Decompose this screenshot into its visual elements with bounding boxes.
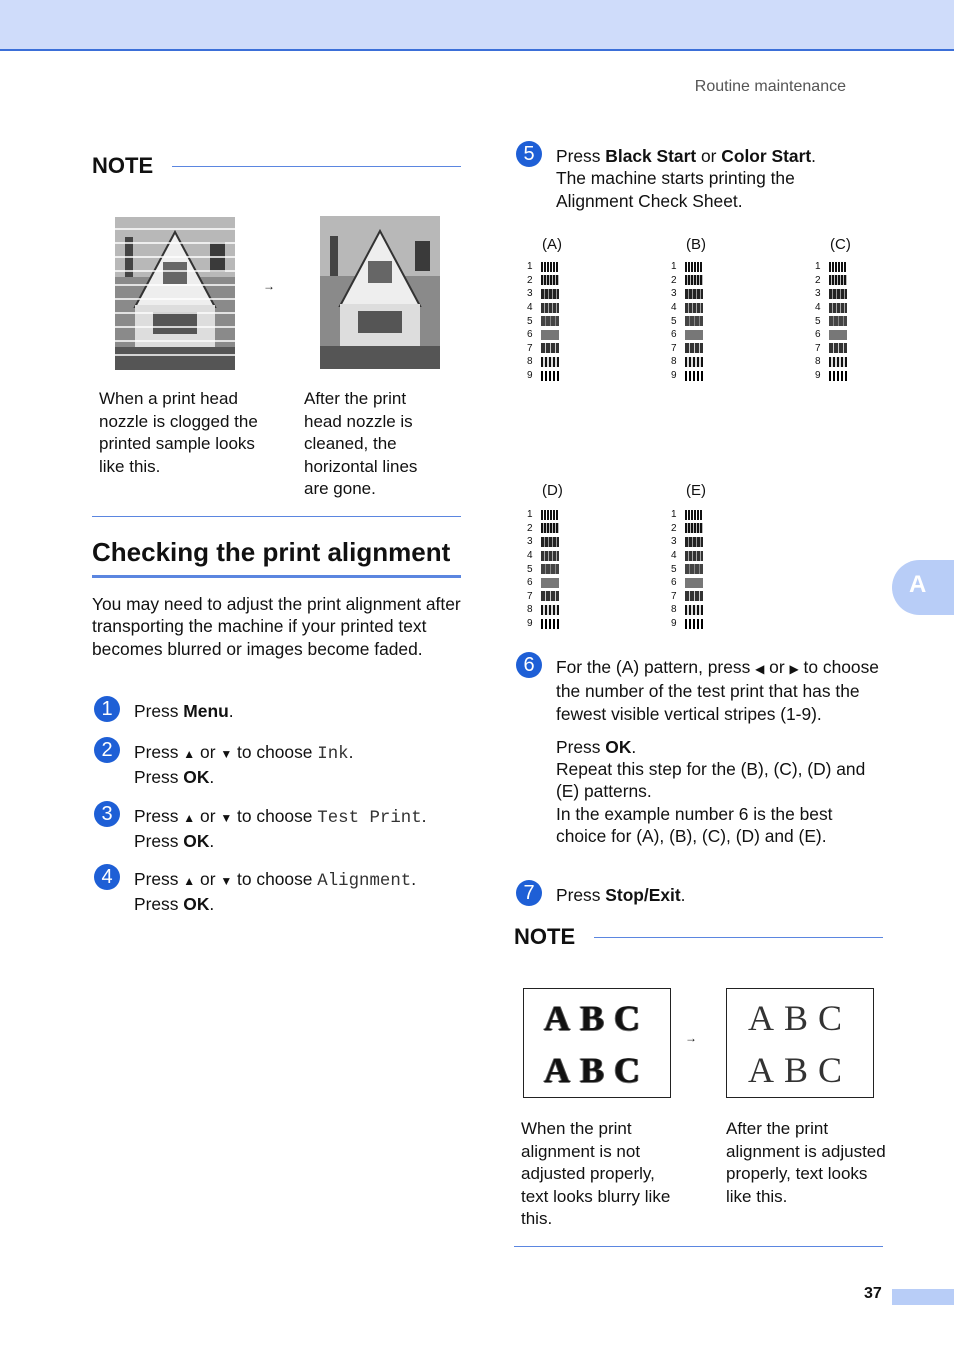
clogged-sample-image [115, 217, 235, 370]
pattern-row [815, 328, 847, 342]
pattern-row [527, 522, 559, 536]
pattern-stripe [685, 564, 703, 574]
step-4-text: Press ▲ or ▼ to choose Alignment. Press OK. [134, 869, 417, 915]
pattern-stripe [541, 510, 559, 520]
pattern-row-number: 6 [671, 329, 677, 341]
pattern-stripe [541, 523, 559, 533]
pattern-label: (A) [542, 236, 562, 253]
alignment-pattern-b [671, 260, 703, 382]
pattern-stripe [685, 275, 703, 285]
pattern-row [527, 369, 559, 383]
pattern-row-number: 2 [527, 274, 533, 286]
pattern-row [671, 549, 703, 563]
pattern-row [671, 576, 703, 590]
alignment-pattern-e [671, 508, 703, 630]
pattern-row [671, 260, 703, 274]
pattern-row-number: 5 [815, 315, 821, 327]
pattern-row-number: 2 [671, 274, 677, 286]
up-arrow-icon: ▲ [183, 811, 196, 825]
pattern-stripe [829, 343, 847, 353]
pattern-row-number: 8 [527, 604, 533, 616]
pattern-stripe [685, 371, 703, 381]
pattern-row [671, 590, 703, 604]
pattern-stripe [541, 262, 559, 272]
pattern-row [815, 314, 847, 328]
pattern-row [671, 369, 703, 383]
pattern-stripe [829, 262, 847, 272]
pattern-row [671, 301, 703, 315]
step-number: 2 [94, 737, 120, 763]
pattern-row [815, 301, 847, 315]
pattern-label: (E) [686, 482, 706, 499]
step-7-text: Press Stop/Exit. [556, 885, 686, 905]
pattern-row [527, 590, 559, 604]
pattern-row-number: 7 [815, 342, 821, 354]
pattern-row [527, 508, 559, 522]
pattern-stripe [541, 289, 559, 299]
pattern-stripe [541, 591, 559, 601]
pattern-row-number: 5 [671, 563, 677, 575]
up-arrow-icon: ▲ [183, 874, 196, 888]
left-arrow-icon: ◀ [755, 662, 765, 676]
pattern-stripe [541, 551, 559, 561]
pattern-row [527, 562, 559, 576]
pattern-row-number: 2 [527, 522, 533, 534]
pattern-stripe [829, 371, 847, 381]
chapter-tab: A [892, 560, 954, 615]
pattern-stripe [541, 578, 559, 588]
pattern-stripe [541, 537, 559, 547]
pattern-stripe [685, 537, 703, 547]
pattern-row [527, 617, 559, 631]
pattern-row [815, 287, 847, 301]
pattern-row-number: 6 [671, 577, 677, 589]
note-label: NOTE [92, 153, 154, 178]
arrow-icon: → [263, 279, 275, 293]
pattern-stripe [541, 564, 559, 574]
pattern-stripe [685, 510, 703, 520]
clear-text-sample: ABC ABC [726, 988, 874, 1098]
pattern-row [527, 260, 559, 274]
pattern-row-number: 3 [527, 288, 533, 300]
pattern-stripe [685, 591, 703, 601]
pattern-stripe [685, 605, 703, 615]
pattern-stripe [541, 371, 559, 381]
step-1-text: Press Menu. [134, 701, 234, 721]
pattern-stripe [541, 316, 559, 326]
pattern-row [671, 314, 703, 328]
pattern-row [671, 287, 703, 301]
pattern-row-number: 6 [527, 329, 533, 341]
alignment-pattern-d [527, 508, 559, 630]
pattern-row [527, 301, 559, 315]
step-2-text: Press ▲ or ▼ to choose Ink. Press OK. [134, 742, 354, 788]
pattern-row [671, 562, 703, 576]
pattern-row [671, 522, 703, 536]
pattern-row-number: 3 [527, 536, 533, 548]
pattern-row-number: 3 [815, 288, 821, 300]
section-title: Checking the print alignment [92, 537, 451, 567]
pattern-row [527, 603, 559, 617]
pattern-row-number: 1 [671, 509, 677, 521]
step-number: 3 [94, 801, 120, 827]
section-rule [92, 575, 461, 578]
pattern-row [527, 342, 559, 356]
right-arrow-icon: ▶ [789, 662, 799, 676]
step-number: 6 [516, 652, 542, 678]
pattern-row-number: 6 [527, 577, 533, 589]
pattern-row-number: 1 [815, 261, 821, 273]
pattern-row-number: 9 [527, 370, 533, 382]
pattern-stripe [685, 289, 703, 299]
pattern-row-number: 8 [527, 356, 533, 368]
pattern-stripe [685, 330, 703, 340]
pattern-row-number: 8 [815, 356, 821, 368]
page-number-bar [892, 1289, 954, 1305]
pattern-stripe [829, 357, 847, 367]
pattern-row [527, 274, 559, 288]
pattern-row-number: 1 [527, 261, 533, 273]
step-number: 7 [516, 880, 542, 906]
pattern-row-number: 4 [527, 550, 533, 562]
pattern-row [671, 535, 703, 549]
pattern-stripe [685, 523, 703, 533]
pattern-row [527, 576, 559, 590]
step-3-text: Press ▲ or ▼ to choose Test Print. Press OK. [134, 806, 427, 852]
blurry-caption: When the print alignment is not adjusted properly, text looks blurry like this. [521, 1119, 671, 1228]
pattern-row [527, 287, 559, 301]
clean-sample-image [320, 216, 440, 369]
pattern-row [815, 369, 847, 383]
pattern-row-number: 6 [815, 329, 821, 341]
note-rule [172, 166, 461, 167]
pattern-row-number: 9 [671, 370, 677, 382]
pattern-row-number: 4 [815, 302, 821, 314]
pattern-stripe [829, 275, 847, 285]
pattern-label: (B) [686, 236, 706, 253]
step-number: 5 [516, 141, 542, 167]
note-label: NOTE [514, 924, 576, 949]
down-arrow-icon: ▼ [220, 811, 233, 825]
pattern-row-number: 7 [527, 342, 533, 354]
note-end-rule [92, 516, 461, 517]
pattern-row [527, 314, 559, 328]
pattern-stripe [541, 605, 559, 615]
pattern-stripe [685, 316, 703, 326]
pattern-stripe [541, 343, 559, 353]
clear-caption: After the print alignment is adjusted properly, text looks like this. [726, 1119, 886, 1206]
page-number: 37 [864, 1285, 882, 1302]
pattern-row [815, 355, 847, 369]
step-6-text: For the (A) pattern, press ◀ or ▶ to choose the number of the test print that has the fewest visible vertical stripes (1-9). Press OK. Repeat this step for the (B), (C), (D) and (E) patterns. In the example number 6 is the best choice for (A), (B), (C), (D) and (E). [556, 657, 879, 847]
pattern-row-number: 7 [527, 590, 533, 602]
header-band [0, 0, 954, 51]
pattern-stripe [829, 289, 847, 299]
pattern-row-number: 7 [671, 590, 677, 602]
pattern-row [671, 274, 703, 288]
pattern-row [671, 342, 703, 356]
pattern-stripe [685, 262, 703, 272]
pattern-row-number: 4 [671, 550, 677, 562]
pattern-row-number: 8 [671, 356, 677, 368]
note-end-rule [514, 1246, 883, 1247]
pattern-row-number: 4 [527, 302, 533, 314]
pattern-row [527, 355, 559, 369]
pattern-label: (D) [542, 482, 563, 499]
cleaned-caption: After the print head nozzle is cleaned, the horizontal lines are gone. [304, 389, 418, 498]
pattern-stripe [685, 619, 703, 629]
pattern-row [671, 617, 703, 631]
pattern-row-number: 7 [671, 342, 677, 354]
pattern-stripe [829, 316, 847, 326]
pattern-stripe [685, 357, 703, 367]
pattern-row-number: 9 [671, 618, 677, 630]
pattern-row-number: 5 [671, 315, 677, 327]
arrow-icon: → [685, 1031, 697, 1045]
pattern-stripe [541, 619, 559, 629]
pattern-row [671, 508, 703, 522]
pattern-stripe [685, 578, 703, 588]
pattern-row [671, 603, 703, 617]
step-number: 1 [94, 696, 120, 722]
pattern-row-number: 1 [527, 509, 533, 521]
pattern-stripe [685, 343, 703, 353]
pattern-row-number: 4 [671, 302, 677, 314]
pattern-stripe [685, 303, 703, 313]
step-5-text: Press Black Start or Color Start. The machine starts printing the Alignment Check Sheet. [556, 146, 816, 211]
pattern-row-number: 9 [815, 370, 821, 382]
pattern-row [671, 355, 703, 369]
pattern-row-number: 5 [527, 563, 533, 575]
note-rule [594, 937, 883, 938]
pattern-row-number: 2 [671, 522, 677, 534]
pattern-row [815, 260, 847, 274]
step-number: 4 [94, 864, 120, 890]
pattern-row [815, 274, 847, 288]
pattern-row [527, 549, 559, 563]
pattern-row [527, 535, 559, 549]
pattern-row-number: 3 [671, 288, 677, 300]
blurry-text-sample: ABC ABC [523, 988, 671, 1098]
pattern-row-number: 8 [671, 604, 677, 616]
pattern-stripe [541, 357, 559, 367]
pattern-row-number: 1 [671, 261, 677, 273]
pattern-row-number: 2 [815, 274, 821, 286]
down-arrow-icon: ▼ [220, 874, 233, 888]
pattern-row [815, 342, 847, 356]
pattern-row-number: 3 [671, 536, 677, 548]
intro-paragraph: You may need to adjust the print alignment after transporting the machine if your printed text becomes blurred or images become faded. [92, 594, 461, 659]
pattern-stripe [685, 551, 703, 561]
running-title: Routine maintenance [694, 78, 846, 95]
alignment-pattern-a [527, 260, 559, 382]
pattern-stripe [541, 275, 559, 285]
pattern-stripe [541, 330, 559, 340]
down-arrow-icon: ▼ [220, 747, 233, 761]
pattern-stripe [829, 303, 847, 313]
pattern-stripe [541, 303, 559, 313]
pattern-stripe [829, 330, 847, 340]
pattern-row-number: 9 [527, 618, 533, 630]
pattern-row-number: 5 [527, 315, 533, 327]
pattern-row [671, 328, 703, 342]
clogged-caption: When a print head nozzle is clogged the printed sample looks like this. [99, 389, 258, 476]
alignment-pattern-c [815, 260, 847, 382]
pattern-row [527, 328, 559, 342]
up-arrow-icon: ▲ [183, 747, 196, 761]
pattern-label: (C) [830, 236, 851, 253]
